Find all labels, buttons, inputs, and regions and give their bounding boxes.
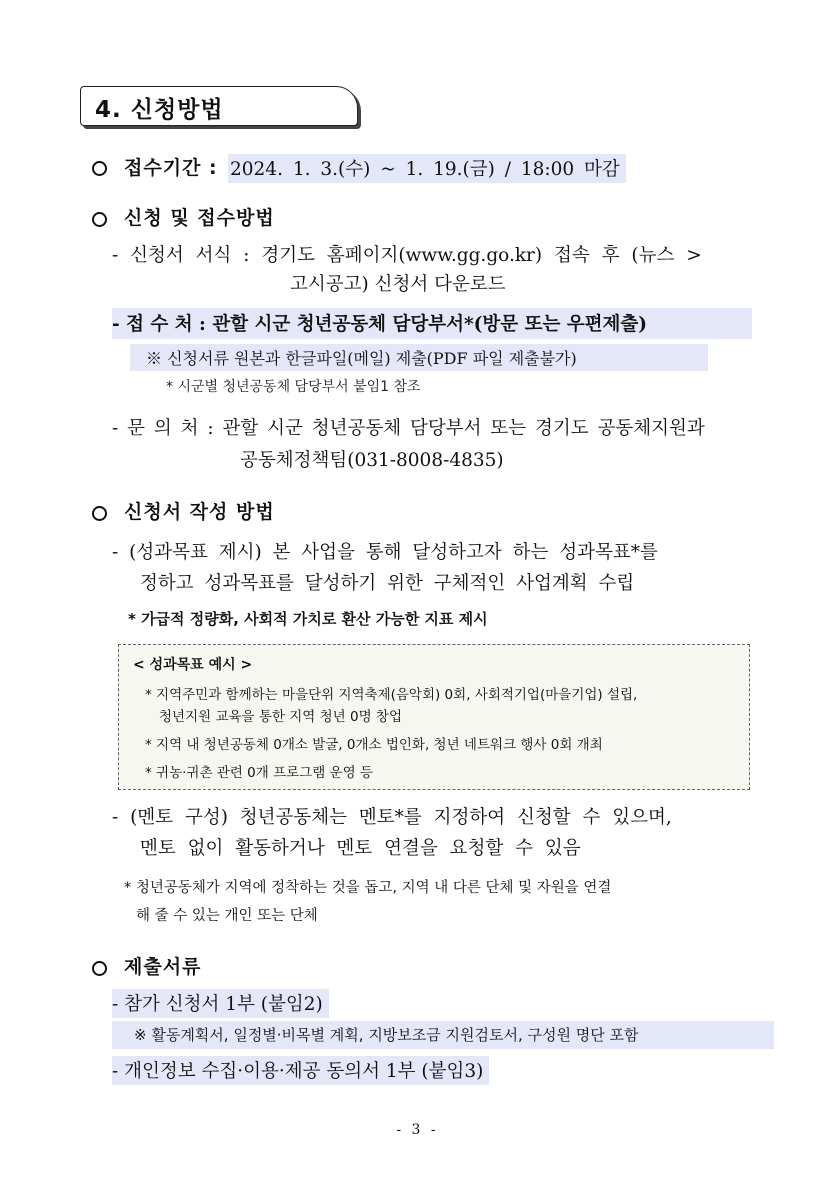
reception-period: 2024. 1. 3.(수) ~ 1. 19.(금) / 18:00 마감: [228, 154, 626, 183]
mentor-line-2: 멘토 없이 활동하거나 멘토 연결을 요청할 수 있음: [140, 838, 581, 859]
submit-sub-note: * 시군별 청년공동체 담당부서 붙임1 참조: [166, 379, 421, 395]
document-1-note: ※ 활동계획서, 일정별·비목별 계획, 지방보조금 지원검토서, 구성원 명단 포함: [112, 1021, 774, 1049]
example-box-title: < 성과목표 예시 >: [133, 657, 253, 673]
writing-heading: 신청서 작성 방법: [124, 501, 275, 523]
section-title: 4. 신청방법: [95, 97, 224, 123]
example-item-1-line-1: * 지역주민과 함께하는 마을단위 지역축제(음악회) 0회, 사회적기업(마을기업) 설립,: [145, 687, 638, 703]
goal-line-1: - (성과목표 제시) 본 사업을 통해 달성하고자 하는 성과목표*를: [112, 542, 658, 563]
submit-line: - 접 수 처 : 관할 시군 청년공동체 담당부서*(방문 또는 우편제출): [112, 308, 752, 339]
example-box: [118, 644, 750, 790]
section-title-tab: [80, 86, 358, 126]
reception-label: 접수기간 :: [124, 157, 218, 179]
submit-note: ※ 신청서류 원본과 한글파일(메일) 제출(PDF 파일 제출불가): [130, 344, 708, 371]
mentor-note-1: * 청년공동체가 지역에 정착하는 것을 돕고, 지역 내 다른 단체 및 자원을 연결: [124, 880, 612, 896]
circle-bullet-icon: [92, 961, 107, 976]
documents-heading: 제출서류: [124, 956, 202, 978]
form-line-2: 고시공고) 신청서 다운로드: [290, 274, 506, 295]
circle-bullet-icon: [92, 506, 107, 521]
mentor-note-2: 해 줄 수 있는 개인 또는 단체: [136, 908, 318, 924]
example-item-1-line-2: 청년지원 교육을 통한 지역 청년 0명 창업: [159, 709, 402, 725]
method-heading: 신청 및 접수방법: [124, 207, 275, 229]
page-number: - 3 -: [396, 1122, 439, 1138]
goal-line-2: 정하고 성과목표를 달성하기 위한 구체적인 사업계획 수립: [140, 573, 635, 594]
form-line-1: - 신청서 서식 : 경기도 홈페이지(www.gg.go.kr) 접속 후 (뉴스 >: [112, 245, 702, 266]
circle-bullet-icon: [92, 212, 107, 227]
circle-bullet-icon: [92, 161, 107, 176]
inquiry-line-2: 공동체정책팀(031-8008-4835): [240, 450, 504, 471]
goal-note: * 가급적 정량화, 사회적 가치로 환산 가능한 지표 제시: [128, 610, 488, 628]
example-item-3: * 귀농·귀촌 관련 0개 프로그램 운영 등: [145, 765, 373, 781]
example-item-2: * 지역 내 청년공동체 0개소 발굴, 0개소 법인화, 청년 네트워크 행사 0회 개최: [145, 737, 603, 753]
document-1: - 참가 신청서 1부 (붙임2): [112, 989, 329, 1018]
inquiry-line-1: - 문 의 처 : 관할 시군 청년공동체 담당부서 또는 경기도 공동체지원과: [112, 418, 705, 439]
document-2: - 개인정보 수집·이용·제공 동의서 1부 (붙임3): [112, 1056, 489, 1085]
mentor-line-1: - (멘토 구성) 청년공동체는 멘토*를 지정하여 신청할 수 있으며,: [112, 807, 672, 828]
